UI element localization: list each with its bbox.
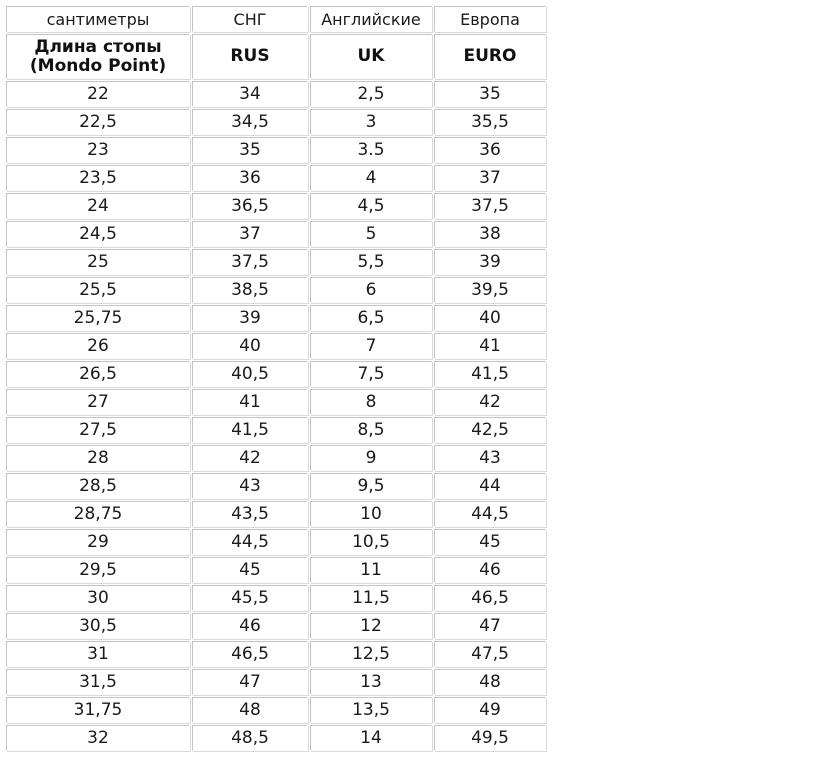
group-cis: СНГ: [192, 6, 308, 32]
group-centimeters: сантиметры: [6, 6, 190, 32]
cell-euro: 46: [434, 557, 546, 583]
cell-rus: 42: [192, 445, 308, 471]
cell-rus: 45,5: [192, 585, 308, 611]
cell-uk: 8,5: [310, 417, 432, 443]
cell-euro: 44,5: [434, 501, 546, 527]
cell-euro: 46,5: [434, 585, 546, 611]
cell-euro: 39: [434, 249, 546, 275]
cell-cm: 22,5: [6, 109, 190, 135]
cell-cm: 23,5: [6, 165, 190, 191]
cell-rus: 40,5: [192, 361, 308, 387]
cell-euro: 35: [434, 81, 546, 107]
cell-uk: 3.5: [310, 137, 432, 163]
cell-euro: 42: [434, 389, 546, 415]
cell-rus: 43,5: [192, 501, 308, 527]
cell-rus: 41: [192, 389, 308, 415]
cell-uk: 3: [310, 109, 432, 135]
cell-rus: 46,5: [192, 641, 308, 667]
cell-rus: 40: [192, 333, 308, 359]
header-euro: EURO: [434, 34, 546, 79]
cell-cm: 24,5: [6, 221, 190, 247]
cell-cm: 31,75: [6, 697, 190, 723]
table-row: [6, 585, 546, 611]
cell-uk: 13,5: [310, 697, 432, 723]
cell-cm: 31,5: [6, 669, 190, 695]
cell-uk: 8: [310, 389, 432, 415]
cell-uk: 7: [310, 333, 432, 359]
cell-uk: 11,5: [310, 585, 432, 611]
cell-rus: 34,5: [192, 109, 308, 135]
cell-rus: 36: [192, 165, 308, 191]
table-row: [6, 221, 546, 247]
table-row: [6, 669, 546, 695]
cell-cm: 25: [6, 249, 190, 275]
cell-uk: 5: [310, 221, 432, 247]
cell-rus: 47: [192, 669, 308, 695]
cell-rus: 38,5: [192, 277, 308, 303]
cell-euro: 37: [434, 165, 546, 191]
cell-euro: 44: [434, 473, 546, 499]
cell-uk: 9,5: [310, 473, 432, 499]
table-row: [6, 361, 546, 387]
table-row: [6, 81, 546, 107]
table-row: [6, 109, 546, 135]
table-row: [6, 193, 546, 219]
cell-uk: 9: [310, 445, 432, 471]
cell-rus: 41,5: [192, 417, 308, 443]
cell-uk: 10: [310, 501, 432, 527]
table-row: [6, 473, 546, 499]
cell-rus: 48,5: [192, 725, 308, 751]
cell-cm: 26: [6, 333, 190, 359]
cell-rus: 45: [192, 557, 308, 583]
cell-cm: 30: [6, 585, 190, 611]
cell-euro: 40: [434, 305, 546, 331]
cell-cm: 32: [6, 725, 190, 751]
header-foot-length-line2: (Mondo Point): [29, 55, 167, 76]
cell-uk: 6: [310, 277, 432, 303]
table-row: [6, 697, 546, 723]
cell-euro: 45: [434, 529, 546, 555]
cell-cm: 25,5: [6, 277, 190, 303]
cell-cm: 29: [6, 529, 190, 555]
table-row: [6, 725, 546, 751]
cell-euro: 49: [434, 697, 546, 723]
cell-cm: 25,75: [6, 305, 190, 331]
table-row: [6, 417, 546, 443]
cell-euro: 47,5: [434, 641, 546, 667]
cell-rus: 37,5: [192, 249, 308, 275]
cell-cm: 23: [6, 137, 190, 163]
table-row: [6, 389, 546, 415]
column-header-row: [6, 34, 546, 79]
cell-uk: 4: [310, 165, 432, 191]
cell-euro: 36: [434, 137, 546, 163]
table-row: [6, 557, 546, 583]
cell-cm: 28,5: [6, 473, 190, 499]
cell-cm: 30,5: [6, 613, 190, 639]
table-row: [6, 137, 546, 163]
cell-uk: 2,5: [310, 81, 432, 107]
size-table-body: [6, 6, 546, 751]
cell-cm: 27,5: [6, 417, 190, 443]
cell-cm: 27: [6, 389, 190, 415]
table-row: [6, 613, 546, 639]
cell-uk: 7,5: [310, 361, 432, 387]
cell-cm: 28,75: [6, 501, 190, 527]
cell-cm: 28: [6, 445, 190, 471]
table-row: [6, 249, 546, 275]
cell-uk: 5,5: [310, 249, 432, 275]
cell-uk: 4,5: [310, 193, 432, 219]
cell-uk: 10,5: [310, 529, 432, 555]
table-row: [6, 501, 546, 527]
table-row: [6, 445, 546, 471]
table-row: [6, 277, 546, 303]
cell-euro: 49,5: [434, 725, 546, 751]
cell-rus: 39: [192, 305, 308, 331]
cell-rus: 36,5: [192, 193, 308, 219]
cell-uk: 11: [310, 557, 432, 583]
cell-rus: 43: [192, 473, 308, 499]
table-row: [6, 641, 546, 667]
table-row: [6, 165, 546, 191]
cell-rus: 48: [192, 697, 308, 723]
header-rus: RUS: [192, 34, 308, 79]
cell-cm: 22: [6, 81, 190, 107]
cell-uk: 12,5: [310, 641, 432, 667]
cell-uk: 14: [310, 725, 432, 751]
group-header-row: [6, 6, 546, 32]
header-foot-length: [6, 34, 190, 79]
cell-rus: 46: [192, 613, 308, 639]
cell-euro: 39,5: [434, 277, 546, 303]
cell-euro: 48: [434, 669, 546, 695]
header-foot-length-line1: Длина стопы: [34, 36, 162, 57]
cell-rus: 37: [192, 221, 308, 247]
cell-euro: 38: [434, 221, 546, 247]
cell-cm: 24: [6, 193, 190, 219]
cell-uk: 6,5: [310, 305, 432, 331]
cell-rus: 44,5: [192, 529, 308, 555]
group-english: Английские: [310, 6, 432, 32]
cell-rus: 35: [192, 137, 308, 163]
cell-euro: 47: [434, 613, 546, 639]
cell-euro: 41,5: [434, 361, 546, 387]
cell-uk: 13: [310, 669, 432, 695]
cell-cm: 26,5: [6, 361, 190, 387]
cell-euro: 35,5: [434, 109, 546, 135]
group-europe: Европа: [434, 6, 546, 32]
cell-euro: 41: [434, 333, 546, 359]
header-uk: UK: [310, 34, 432, 79]
table-row: [6, 333, 546, 359]
table-row: [6, 305, 546, 331]
shoe-size-table: [4, 4, 548, 753]
cell-uk: 12: [310, 613, 432, 639]
cell-rus: 34: [192, 81, 308, 107]
cell-euro: 43: [434, 445, 546, 471]
cell-cm: 31: [6, 641, 190, 667]
cell-cm: 29,5: [6, 557, 190, 583]
cell-euro: 37,5: [434, 193, 546, 219]
table-row: [6, 529, 546, 555]
cell-euro: 42,5: [434, 417, 546, 443]
